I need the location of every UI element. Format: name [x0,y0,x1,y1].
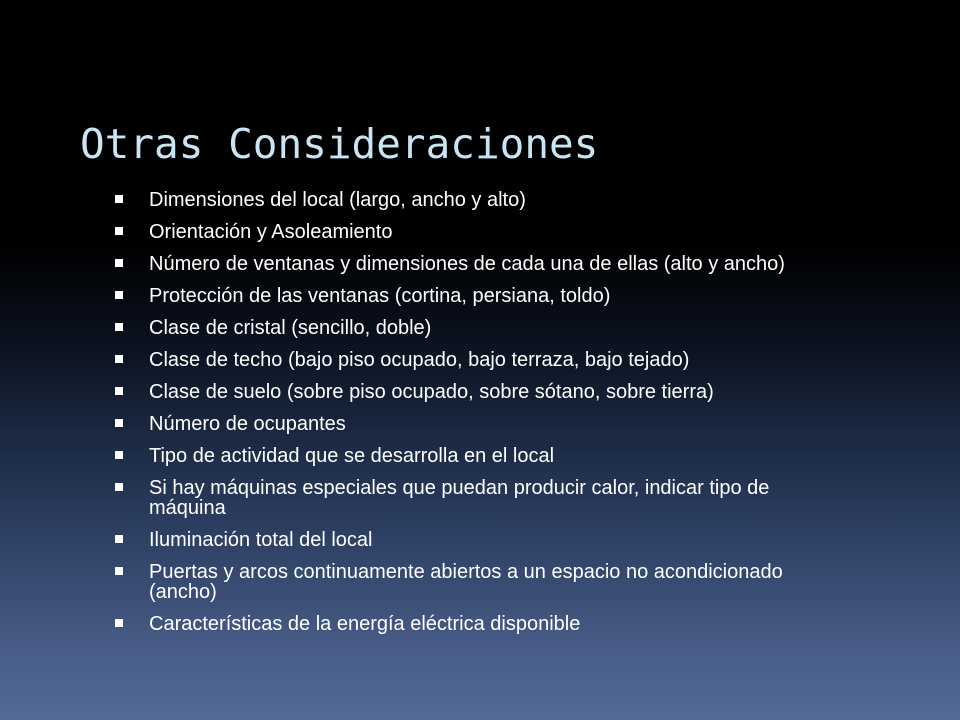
bullet-item [112,254,842,274]
bullet-text: Dimensiones del local (largo, ancho y alto) [149,189,526,211]
square-bullet-icon [115,291,123,299]
square-bullet-icon [115,227,123,235]
square-bullet-icon [115,419,123,427]
square-bullet-icon [115,483,123,491]
bullet-item [112,382,842,402]
bullet-text: Si hay máquinas especiales que puedan producir calor, indicar tipo de máquina [149,477,770,519]
bullet-text: Clase de suelo (sobre piso ocupado, sobre sótano, sobre tierra) [149,381,714,403]
bullet-text: Tipo de actividad que se desarrolla en el local [149,445,555,467]
bullet-text: Clase de cristal (sencillo, doble) [149,317,432,339]
bullet-item [112,614,842,634]
bullet-text: Número de ocupantes [149,413,346,435]
bullet-item [112,414,842,434]
square-bullet-icon [115,355,123,363]
square-bullet-icon [115,323,123,331]
bullet-text: Número de ventanas y dimensiones de cada una de ellas (alto y ancho) [149,253,785,275]
bullet-text: Protección de las ventanas (cortina, persiana, toldo) [149,285,611,307]
bullet-item [112,530,842,550]
bullet-text: Iluminación total del local [149,529,373,551]
slide-title: Otras Consideraciones [80,120,599,168]
square-bullet-icon [115,259,123,267]
square-bullet-icon [115,535,123,543]
bullet-list [112,190,842,646]
square-bullet-icon [115,387,123,395]
bullet-item [112,350,842,370]
square-bullet-icon [115,195,123,203]
bullet-item [112,446,842,466]
square-bullet-icon [115,567,123,575]
bullet-item [112,318,842,338]
bullet-item [112,562,842,602]
bullet-text: Orientación y Asoleamiento [149,221,393,243]
square-bullet-icon [115,451,123,459]
bullet-item [112,190,842,210]
bullet-text: Características de la energía eléctrica disponible [149,613,581,635]
bullet-item [112,478,842,518]
square-bullet-icon [115,619,123,627]
bullet-item [112,286,842,306]
bullet-text: Clase de techo (bajo piso ocupado, bajo terraza, bajo tejado) [149,349,690,371]
bullet-item [112,222,842,242]
bullet-text: Puertas y arcos continuamente abiertos a un espacio no acondicionado (ancho) [149,561,783,603]
